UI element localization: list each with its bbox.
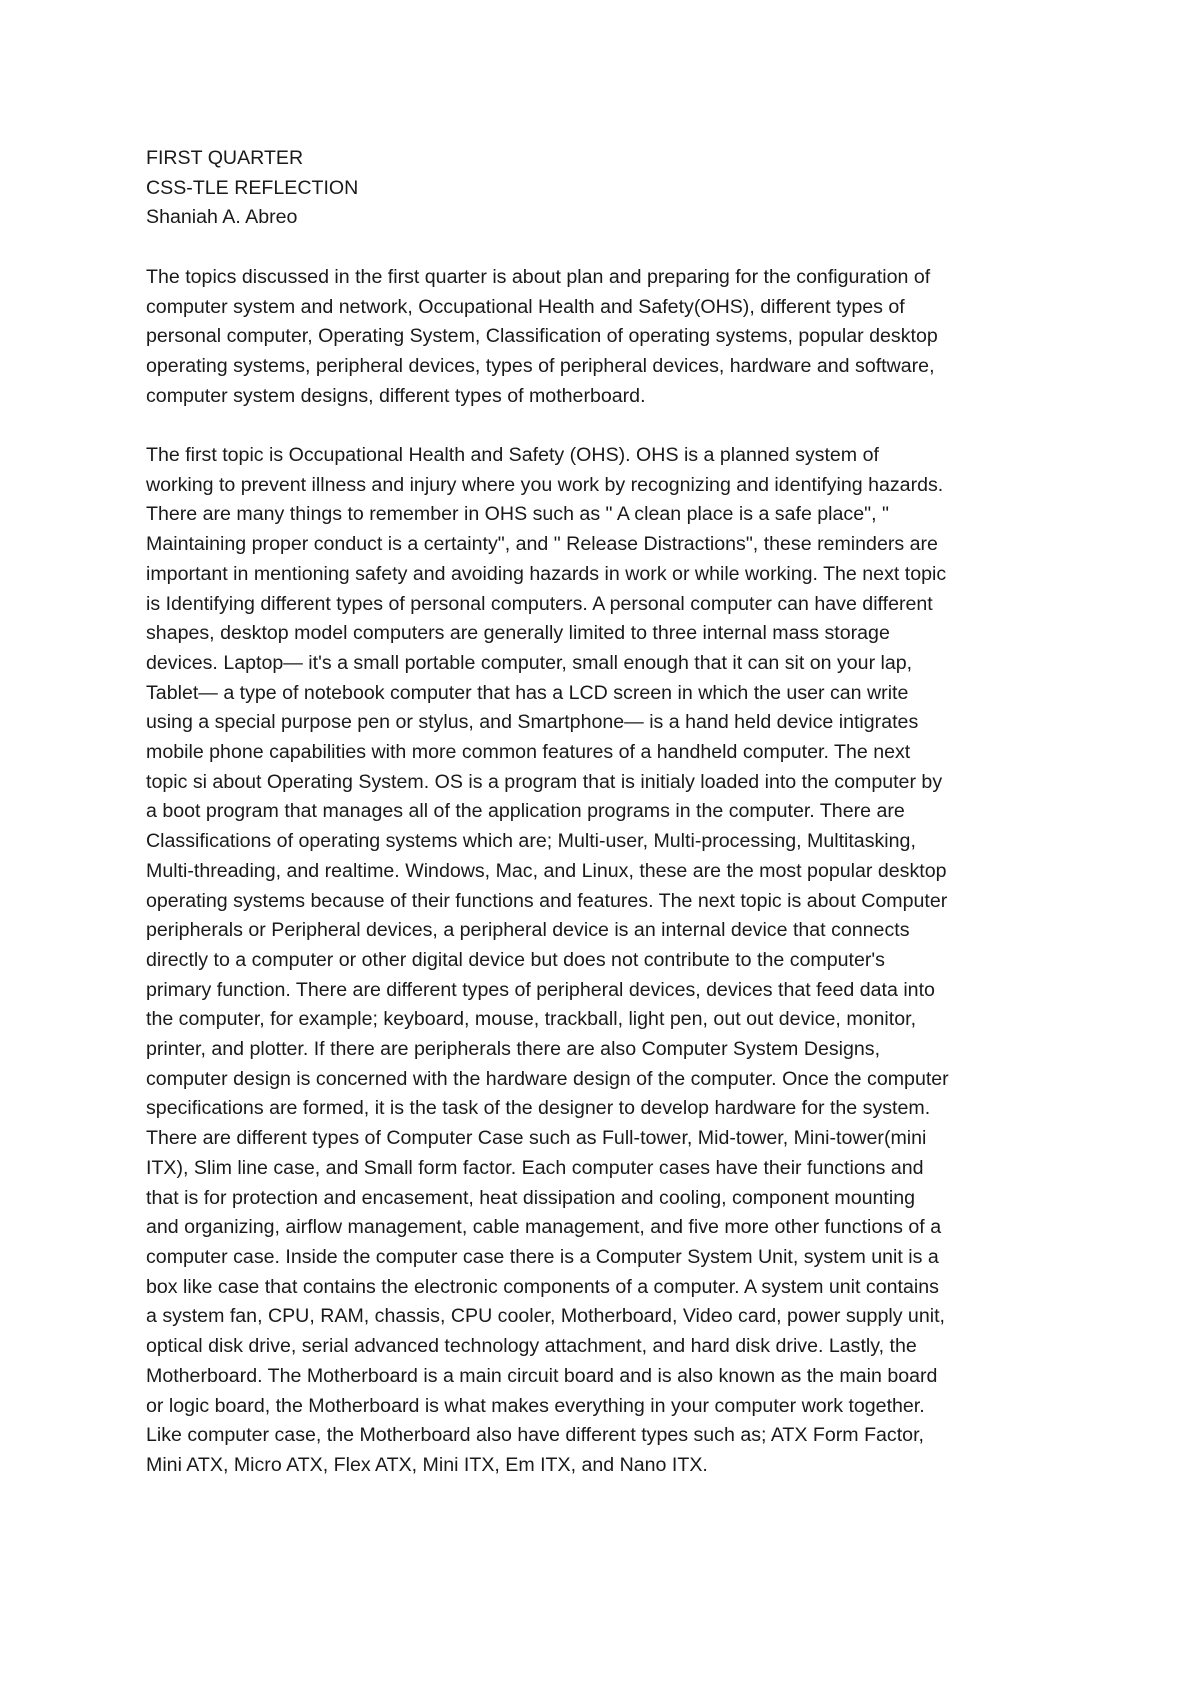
- paragraph-line: mobile phone capabilities with more common features of a handheld computer. The next: [146, 741, 911, 764]
- paragraph-line: using a special purpose pen or stylus, and Smartphone— is a hand held device intigrates: [146, 711, 919, 734]
- paragraph-line: the computer, for example; keyboard, mouse, trackball, light pen, out out device, monitor,: [146, 1008, 917, 1031]
- paragraph-line: Maintaining proper conduct is a certainty", and " Release Distractions", these reminders are: [146, 533, 938, 556]
- paragraph-line: box like case that contains the electronic components of a computer. A system unit contains: [146, 1275, 939, 1298]
- paragraph-line: The topics discussed in the first quarter is about plan and preparing for the configuration of: [146, 265, 931, 288]
- intro-paragraph: [146, 263, 1076, 412]
- author-name: Shaniah A. Abreo: [146, 206, 298, 229]
- paragraph-line: a boot program that manages all of the application programs in the computer. There are: [146, 800, 905, 823]
- paragraph-line: There are many things to remember in OHS such as " A clean place is a safe place", ": [146, 503, 889, 526]
- paragraph-line: a system fan, CPU, RAM, chassis, CPU cooler, Motherboard, Video card, power supply unit,: [146, 1305, 945, 1328]
- paragraph-line: topic si about Operating System. OS is a program that is initialy loaded into the computer by: [146, 770, 943, 793]
- paragraph-line: operating systems, peripheral devices, types of peripheral devices, hardware and software,: [146, 354, 935, 377]
- paragraph-line: specifications are formed, it is the task of the designer to develop hardware for the system.: [146, 1097, 931, 1120]
- paragraph-line: personal computer, Operating System, Classification of operating systems, popular desktop: [146, 325, 938, 348]
- paragraph-line: shapes, desktop model computers are generally limited to three internal mass storage: [146, 622, 890, 645]
- quarter-heading: FIRST QUARTER: [146, 147, 304, 169]
- paragraph-line: primary function. There are different types of peripheral devices, devices that feed data into: [146, 978, 935, 1001]
- paragraph-line: Tablet— a type of notebook computer that has a LCD screen in which the user can write: [146, 681, 909, 704]
- paragraph-line: computer design is concerned with the hardware design of the computer. Once the computer: [146, 1067, 949, 1090]
- document-body: [146, 144, 1076, 1481]
- paragraph-line: is Identifying different types of personal computers. A personal computer can have different: [146, 592, 933, 615]
- paragraph-line: that is for protection and encasement, heat dissipation and cooling, component mounting: [146, 1186, 915, 1209]
- paragraph-line: computer case. Inside the computer case there is a Computer System Unit, system unit is a: [146, 1245, 939, 1268]
- paragraph-line: There are different types of Computer Case such as Full-tower, Mid-tower, Mini-tower(mini: [146, 1127, 927, 1150]
- paragraph-line: optical disk drive, serial advanced technology attachment, and hard disk drive. Lastly, the: [146, 1335, 917, 1358]
- paragraph-line: computer system and network, Occupational Health and Safety(OHS), different types of: [146, 295, 905, 318]
- paragraph-line: computer system designs, different types of motherboard.: [146, 384, 646, 407]
- paragraph-line: ITX), Slim line case, and Small form factor. Each computer cases have their functions and: [146, 1156, 924, 1179]
- body-paragraph: [146, 441, 1076, 1481]
- paragraph-line: printer, and plotter. If there are peripherals there are also Computer System Designs,: [146, 1038, 881, 1061]
- subject-heading: CSS-TLE REFLECTION: [146, 176, 359, 199]
- paragraph-line: operating systems because of their functions and features. The next topic is about Computer: [146, 889, 948, 912]
- paragraph-line: Classifications of operating systems which are; Multi-user, Multi-processing, Multitasking,: [146, 830, 916, 853]
- paragraph-line: working to prevent illness and injury where you work by recognizing and identifying hazards.: [146, 473, 944, 496]
- paragraph-line: or logic board, the Motherboard is what makes everything in your computer work together.: [146, 1394, 925, 1417]
- paragraph-line: Like computer case, the Motherboard also have different types such as; ATX Form Factor,: [146, 1424, 924, 1447]
- paragraph-line: peripherals or Peripheral devices, a peripheral device is an internal device that connects: [146, 919, 910, 942]
- paragraph-line: directly to a computer or other digital device but does not contribute to the computer's: [146, 948, 885, 971]
- paragraph-line: important in mentioning safety and avoiding hazards in work or while working. The next topic: [146, 562, 947, 585]
- paragraph-line: and organizing, airflow management, cable management, and five more other functions of a: [146, 1216, 942, 1239]
- paragraph-line: Motherboard. The Motherboard is a main circuit board and is also known as the main board: [146, 1364, 938, 1387]
- paragraph-line: Mini ATX, Micro ATX, Flex ATX, Mini ITX, Em ITX, and Nano ITX.: [146, 1453, 708, 1476]
- paragraph-line: Multi-threading, and realtime. Windows, Mac, and Linux, these are the most popular desktop: [146, 859, 947, 882]
- paragraph-line: devices. Laptop— it's a small portable computer, small enough that it can sit on your lap,: [146, 651, 913, 674]
- paragraph-line: The first topic is Occupational Health and Safety (OHS). OHS is a planned system of: [146, 444, 879, 466]
